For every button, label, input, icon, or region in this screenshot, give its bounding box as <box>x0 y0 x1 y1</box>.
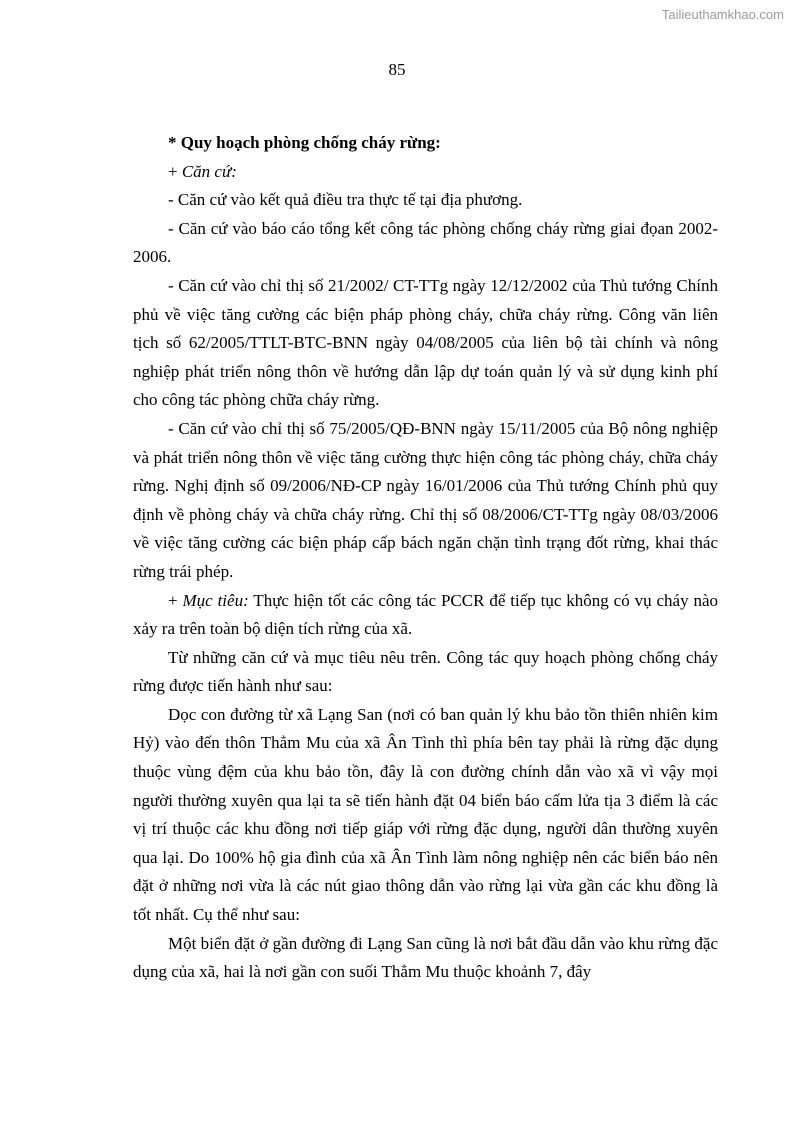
basis-label: Căn cứ: <box>181 161 237 181</box>
basis-line <box>133 158 718 187</box>
basis-paragraph-1: - Căn cứ vào kết quả điều tra thực tế tại địa phương. <box>168 190 523 210</box>
basis-marker: + <box>168 161 182 181</box>
watermark: Tailieuthamkhao.com <box>661 7 784 22</box>
objective-label: Mục tiêu: <box>182 590 249 610</box>
body-paragraph-2: Dọc con đường từ xã Lạng San (nơi có ban quản lý khu bảo tồn thiên nhiên kim Hỷ) vào đến thôn Thẳm Mu của xã Ân Tình thì phía bên tay phải là rừng đặc dụng thuộc vùng đệm của khu bảo tồn, đây là con đường chính dẫn vào xã vì vậy mọi người thường xuyên qua lại ta sẽ tiến hành đặt 04 biển báo cấm lửa tịa 3 điểm là các vị trí thuộc các khu đồng nơi tiếp giáp với rừng đặc dụng, người dân thường xuyên qua lại. Do 100% hộ gia đình của xã Ân Tình làm nông nghiệp nên các biển báo nên đặt ở những nơi vừa là các nút giao thông dẫn vào rừng lại vừa gần các khu đồng là tốt nhất. Cụ thể như sau: <box>133 704 718 925</box>
body-paragraph-1: Từ những căn cứ và mục tiêu nêu trên. Công tác quy hoạch phòng chống cháy rừng được tiến hành như sau: <box>133 647 718 696</box>
body-paragraph-3: Một biển đặt ở gần đường đi Lạng San cũng là nơi bắt đầu dẫn vào khu rừng đặc dụng của xã, hai là nơi gần con suối Thẳm Mu thuộc khoảnh 7, đây <box>133 933 718 982</box>
objective-marker: + <box>168 590 183 610</box>
section-heading: * Quy hoạch phòng chống cháy rừng: <box>168 133 441 152</box>
objective-paragraph <box>133 587 718 644</box>
basis-paragraph-4: - Căn cứ vào chỉ thị số 75/2005/QĐ-BNN ngày 15/11/2005 của Bộ nông nghiệp và phát triển nông thôn về việc tăng cường thực hiện công tác phòng cháy, chữa cháy rừng. Nghị định số 09/2006/NĐ-CP ngày 16/01/2006 của Thủ tướng Chính phủ quy định về phòng cháy và chữa cháy rừng. Chỉ thị số 08/2006/CT-TTg ngày 08/03/2006 về việc tăng cường các biện pháp cấp bách ngăn chặn tình trạng đốt rừng, khai thác rừng trái phép. <box>133 418 718 581</box>
document-body <box>133 129 718 987</box>
basis-paragraph-3: - Căn cứ vào chỉ thị số 21/2002/ CT-TTg ngày 12/12/2002 của Thủ tướng Chính phủ về việc tăng cường các biện pháp phòng cháy, chữa cháy rừng. Công văn liên tịch số 62/2005/TTLT-BTC-BNN ngày 04/08/2005 của liên bộ tài chính và nông nghiệp phát triển nông thôn về hướng dẫn lập dự toán quản lý và sử dụng kinh phí cho công tác phòng chữa cháy rừng. <box>133 275 718 410</box>
objective-text: Thực hiện tốt các công tác PCCR để tiếp tục không có vụ cháy nào xảy ra trên toàn bộ diện tích rừng của xã. <box>133 590 719 639</box>
basis-paragraph-2: - Căn cứ vào báo cáo tổng kết công tác phòng chống cháy rừng giai đọan 2002-2006. <box>133 218 718 267</box>
page-number: 85 <box>388 60 406 79</box>
